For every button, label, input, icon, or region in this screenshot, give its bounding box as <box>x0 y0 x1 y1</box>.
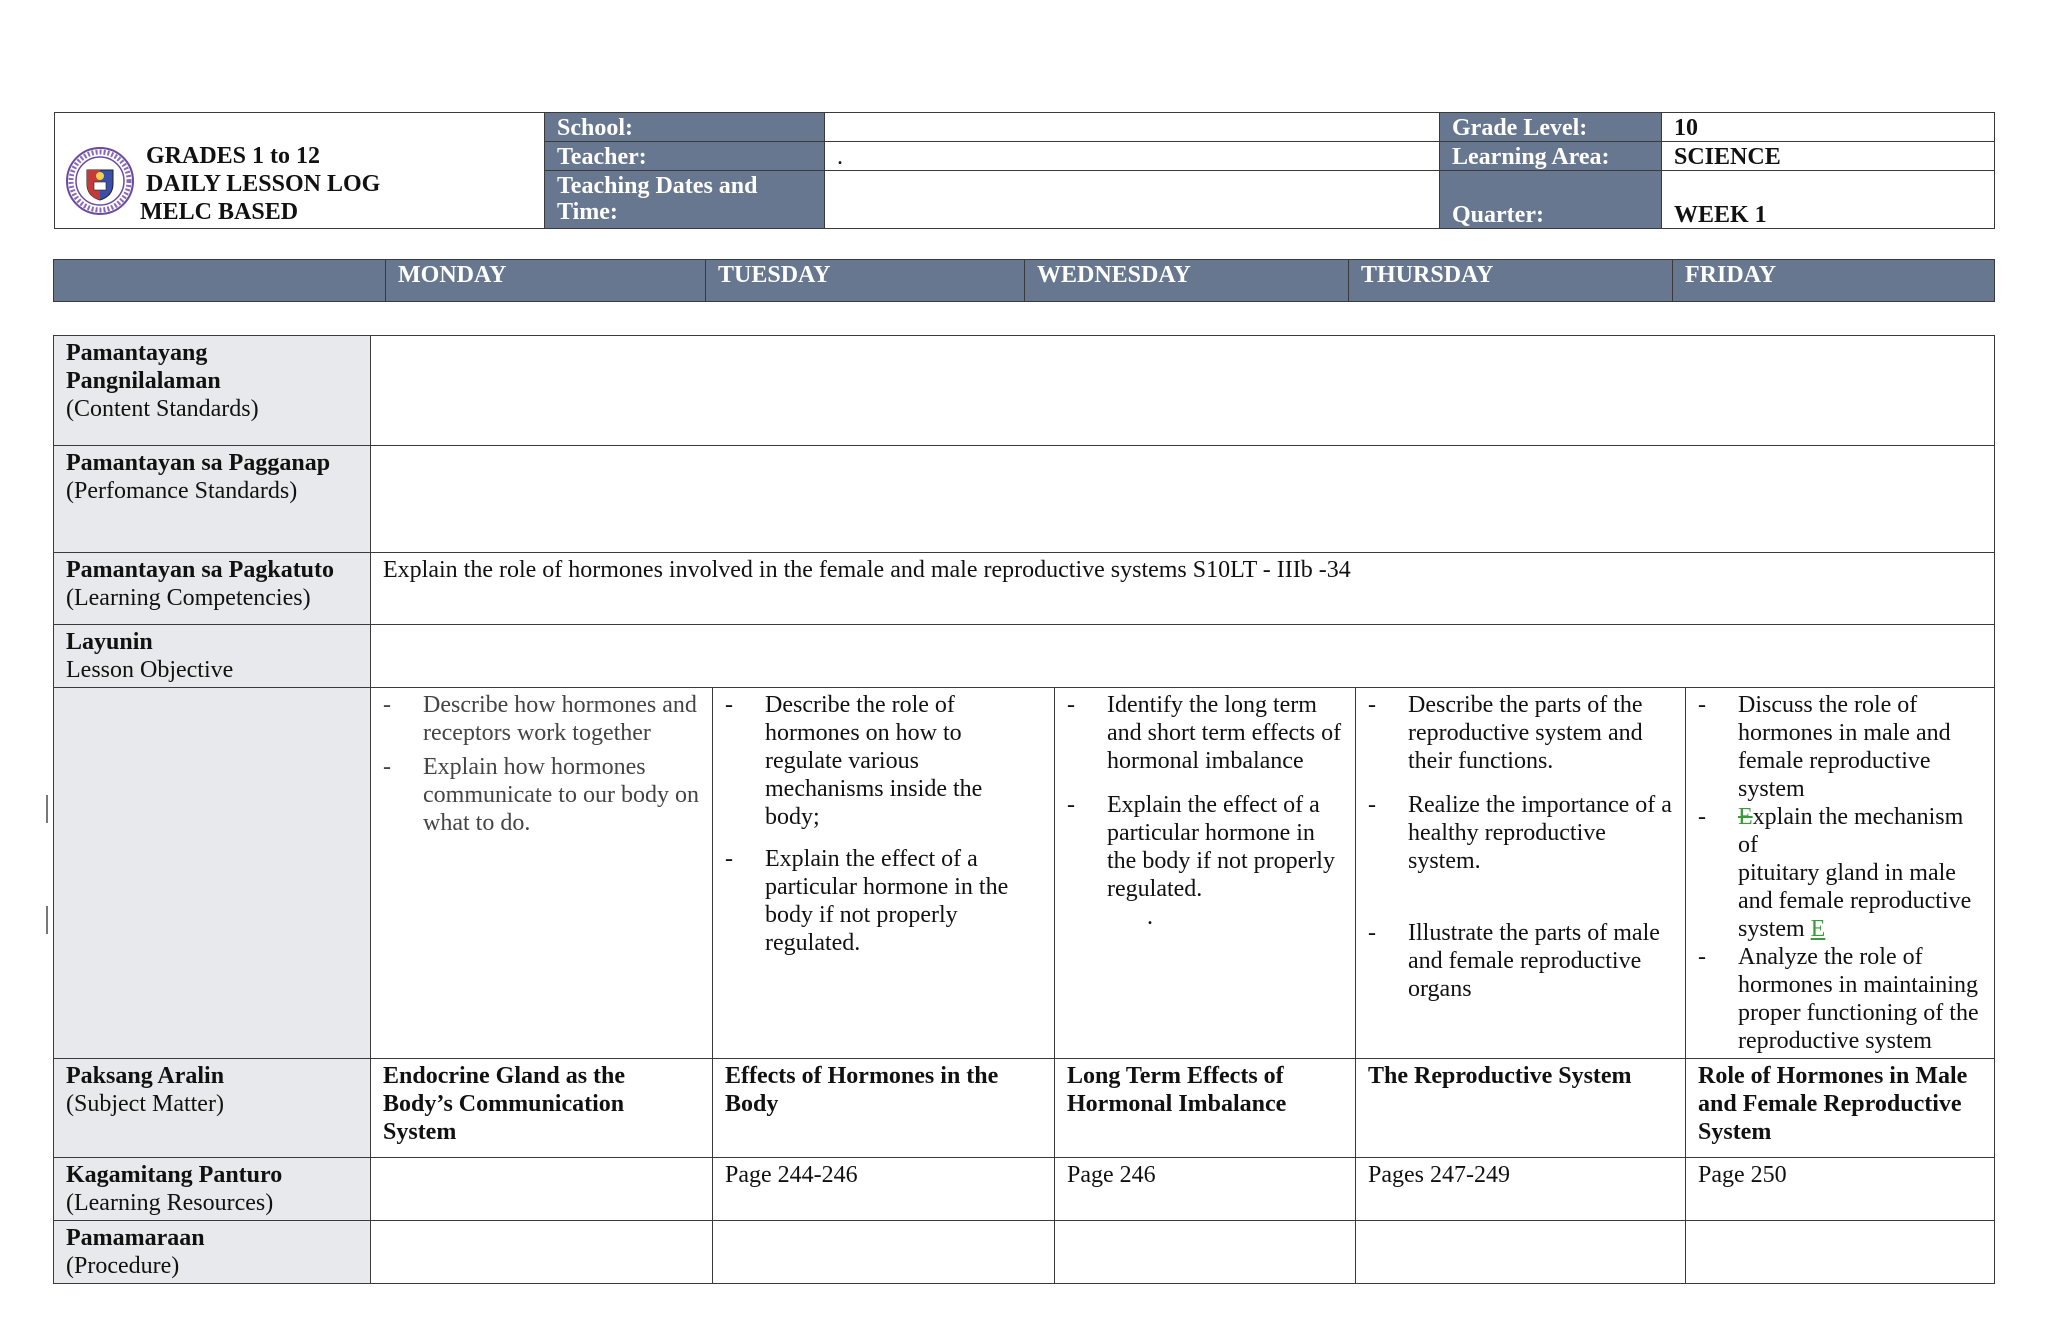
row-subtitle: (Learning Competencies) <box>66 585 311 611</box>
learning-area-value[interactable]: SCIENCE <box>1662 142 1995 171</box>
list-item: - Discuss the role of hormones in male and female reproductive system <box>1698 691 1982 803</box>
row-label-procedure <box>54 1221 371 1284</box>
row-title: Layunin <box>66 629 153 655</box>
subject-wednesday[interactable]: Long Term Effects of Hormonal Imbalance <box>1055 1059 1356 1158</box>
row-label-performance-standards <box>54 446 371 553</box>
row-subtitle: Lesson Objective <box>66 657 234 683</box>
row-label-learning-resources <box>54 1158 371 1221</box>
table-row <box>54 625 1995 688</box>
row-subtitle: (Procedure) <box>66 1253 180 1279</box>
list-item: - Describe the role of hormones on how to regulate various mechanisms inside the body; <box>725 691 1042 831</box>
row-title: Kagamitang Panturo <box>66 1162 283 1188</box>
tracked-deletion: E <box>1738 804 1753 830</box>
teaching-dates-field[interactable] <box>825 171 1440 229</box>
stray-period: . <box>1147 904 1153 930</box>
grade-level-value[interactable]: 10 <box>1662 113 1995 142</box>
quarter-label: Quarter: <box>1440 171 1662 229</box>
resources-monday[interactable] <box>371 1158 713 1221</box>
title-block <box>55 113 545 229</box>
objectives-friday[interactable] <box>1686 688 1995 1059</box>
change-bar <box>46 795 48 823</box>
school-label: School: <box>545 113 825 142</box>
row-title: Pamantayang Pangnilalaman <box>66 340 221 394</box>
day-header-tuesday: TUESDAY <box>706 260 1025 302</box>
table-row <box>54 446 1995 553</box>
table-row <box>54 1158 1995 1221</box>
grade-level-label: Grade Level: <box>1440 113 1662 142</box>
subject-friday[interactable]: Role of Hormones in Male and Female Reproductive System <box>1686 1059 1995 1158</box>
subject-monday[interactable]: Endocrine Gland as the Body’s Communication System <box>371 1059 713 1158</box>
row-title: Pamantayan sa Pagkatuto <box>66 557 335 583</box>
learning-area-label: Learning Area: <box>1440 142 1662 171</box>
resources-thursday[interactable]: Pages 247-249 <box>1356 1158 1686 1221</box>
list-item: - Identify the long term and short term effects of hormonal imbalance <box>1067 691 1343 775</box>
list-item <box>1698 803 1982 943</box>
procedure-friday[interactable] <box>1686 1221 1995 1284</box>
day-header-thursday: THURSDAY <box>1349 260 1673 302</box>
header-table <box>54 112 1995 229</box>
subject-thursday[interactable]: The Reproductive System <box>1356 1059 1686 1158</box>
objectives-tuesday[interactable] <box>713 688 1055 1059</box>
row-label-content-standards <box>54 336 371 446</box>
procedure-thursday[interactable] <box>1356 1221 1686 1284</box>
objectives-thursday[interactable] <box>1356 688 1686 1059</box>
row-title: Pamamaraan <box>66 1225 205 1251</box>
title-line-2: DAILY LESSON LOG <box>146 171 381 197</box>
row-title: Paksang Aralin <box>66 1063 225 1089</box>
day-header-wednesday: WEDNESDAY <box>1025 260 1349 302</box>
row-subtitle: (Subject Matter) <box>66 1091 224 1117</box>
days-bar-spacer <box>54 260 386 302</box>
list-item: - Realize the importance of a healthy reproductive system. <box>1368 791 1673 875</box>
tracked-insertion: E <box>1810 916 1826 942</box>
school-field[interactable] <box>825 113 1440 142</box>
list-item-text: pituitary gland in male and female reproductive system <box>1738 860 1972 942</box>
procedure-tuesday[interactable] <box>713 1221 1055 1284</box>
learning-competency-text[interactable]: Explain the role of hormones involved in the female and male reproductive systems S10LT - IIIb -34 <box>371 553 1995 625</box>
list-item-text: xplain the mechanism of <box>1738 804 1964 858</box>
change-bar <box>46 906 48 934</box>
days-bar <box>53 259 1995 302</box>
day-header-monday: MONDAY <box>386 260 706 302</box>
procedure-monday[interactable] <box>371 1221 713 1284</box>
row-label-subject-matter <box>54 1059 371 1158</box>
resources-tuesday[interactable]: Page 244-246 <box>713 1158 1055 1221</box>
title-line-3: MELC BASED <box>140 199 299 225</box>
resources-friday[interactable]: Page 250 <box>1686 1158 1995 1221</box>
objectives-wednesday[interactable] <box>1055 688 1356 1059</box>
teacher-label: Teacher: <box>545 142 825 171</box>
row-label-learning-competencies <box>54 553 371 625</box>
row-title: Pamantayan sa Pagganap <box>66 450 331 476</box>
teacher-field[interactable]: . <box>825 142 1440 171</box>
table-row <box>54 553 1995 625</box>
deped-seal-icon <box>65 146 135 216</box>
row-subtitle: (Content Standards) <box>66 396 259 422</box>
procedure-wednesday[interactable] <box>1055 1221 1356 1284</box>
table-row <box>54 688 1995 1059</box>
objectives-label-cell <box>54 688 371 1059</box>
table-row <box>54 1221 1995 1284</box>
row-subtitle: (Learning Resources) <box>66 1190 274 1216</box>
performance-standards-cell[interactable] <box>371 446 1995 553</box>
list-item: - Describe the parts of the reproductive system and their functions. <box>1368 691 1673 775</box>
row-label-lesson-objective <box>54 625 371 688</box>
list-item: - Explain how hormones communicate to our body on what to do. <box>383 753 700 837</box>
day-header-friday: FRIDAY <box>1673 260 1995 302</box>
list-item: - Describe how hormones and receptors work together <box>383 691 700 747</box>
lesson-objective-cell[interactable] <box>371 625 1995 688</box>
subject-tuesday[interactable]: Effects of Hormones in the Body <box>713 1059 1055 1158</box>
list-item: - Explain the effect of a particular hormone in the body if not properly regulated. <box>725 845 1042 957</box>
table-row <box>54 1059 1995 1158</box>
teaching-dates-label: Teaching Dates and Time: <box>545 171 825 229</box>
quarter-value[interactable]: WEEK 1 <box>1662 171 1995 229</box>
lesson-log-table <box>53 335 1995 1284</box>
resources-wednesday[interactable]: Page 246 <box>1055 1158 1356 1221</box>
table-row <box>54 336 1995 446</box>
list-item: - Explain the effect of a particular hormone in the body if not properly regulated. <box>1067 791 1343 903</box>
title-line-1: GRADES 1 to 12 <box>146 143 321 169</box>
row-subtitle: (Perfomance Standards) <box>66 478 298 504</box>
list-item: - Analyze the role of hormones in maintaining proper functioning of the reproductive system <box>1698 943 1982 1055</box>
list-item: - Illustrate the parts of male and female reproductive organs <box>1368 919 1673 1003</box>
objectives-monday[interactable] <box>371 688 713 1059</box>
content-standards-cell[interactable] <box>371 336 1995 446</box>
